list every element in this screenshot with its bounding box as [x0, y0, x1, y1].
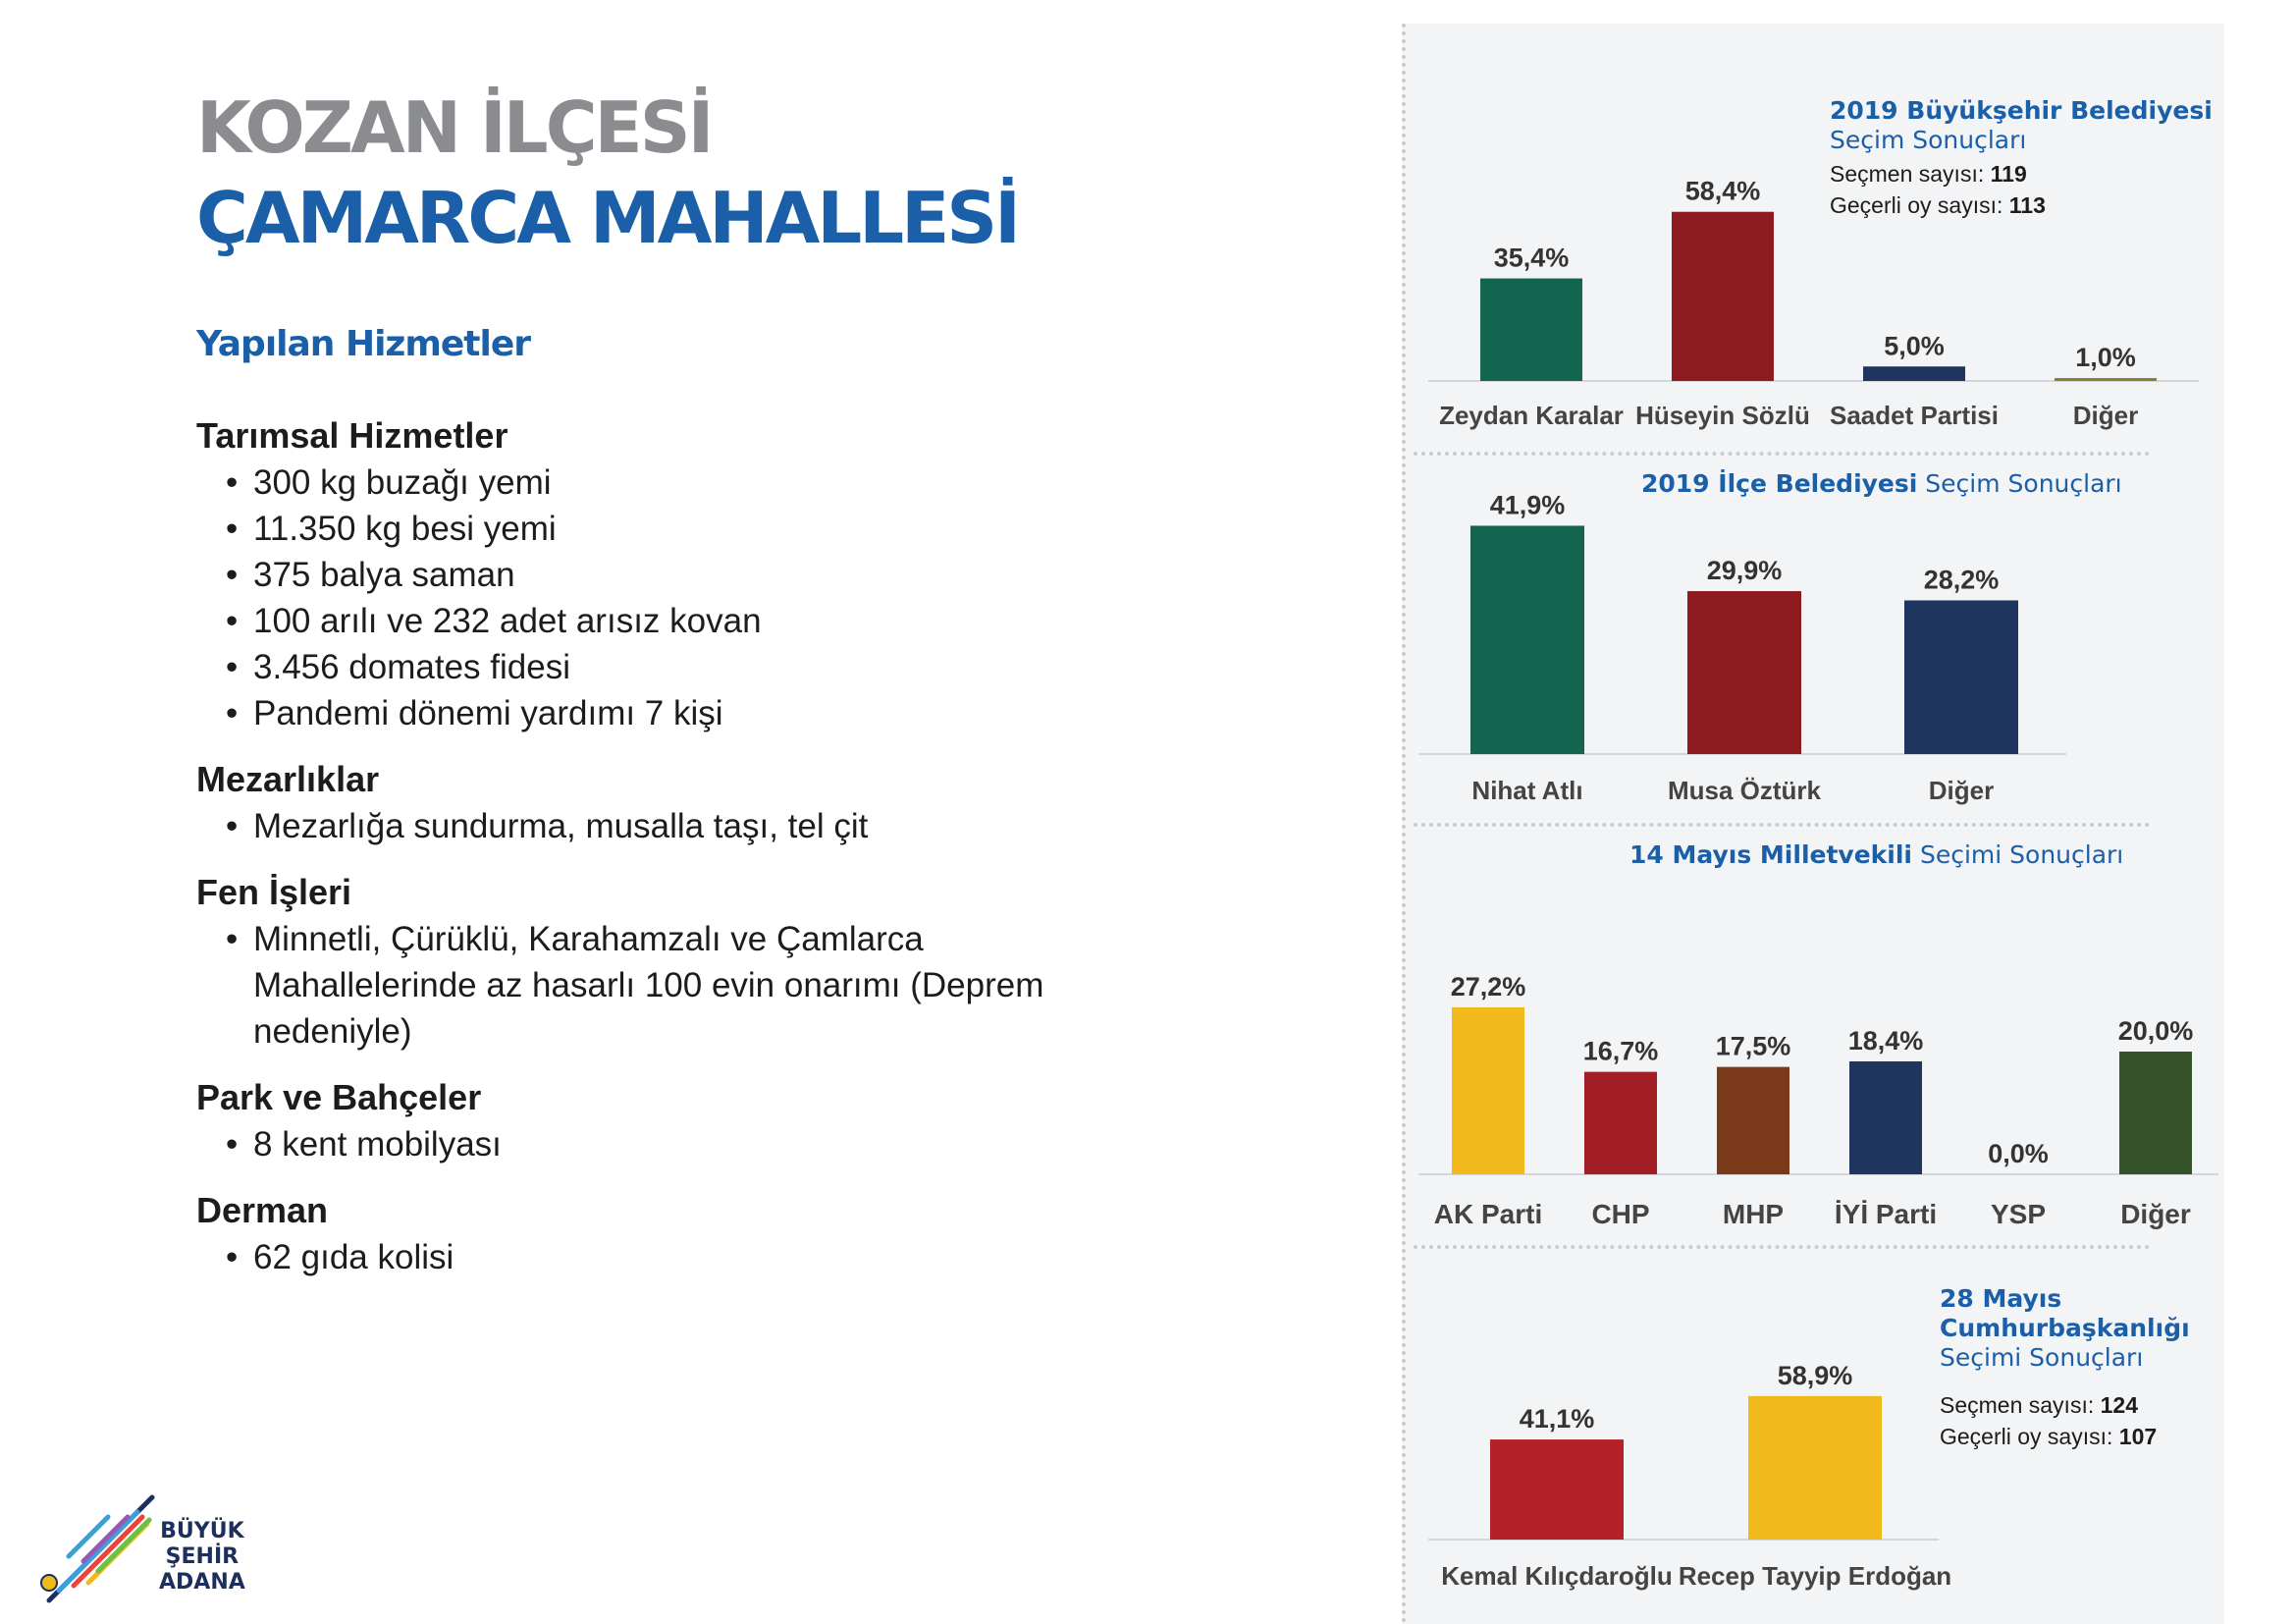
- category-label: Kemal Kılıçdaroğlu: [1441, 1561, 1673, 1591]
- data-label: 16,7%: [1582, 1036, 1659, 1066]
- category-label: Musa Öztürk: [1667, 776, 1822, 805]
- chart-title-district-2019: 2019 İlçe Belediyesi Seçim Sonuçları: [1641, 469, 2122, 498]
- valid-votes-metropolitan: Geçerli oy sayısı: 113: [1830, 192, 2046, 218]
- bar: [1863, 366, 1965, 381]
- section-title: Mezarlıklar: [196, 759, 380, 799]
- logo-line: ADANA: [159, 1570, 245, 1595]
- list-item: • 100 arılı ve 232 adet arısız kovan: [196, 598, 1178, 644]
- category-label: Diğer: [2072, 401, 2139, 430]
- category-label: Recep Tayyip Erdoğan: [1678, 1561, 1952, 1591]
- voter-count-presidential: Seçmen sayısı: 124: [1940, 1392, 2138, 1418]
- bar: [1849, 1061, 1922, 1174]
- voter-count-metropolitan: Seçmen sayısı: 119: [1830, 161, 2027, 187]
- category-label: Saadet Partisi: [1830, 401, 1999, 430]
- list-item: • 11.350 kg besi yemi: [196, 506, 1178, 552]
- logo-line: BÜYÜK: [160, 1519, 244, 1543]
- section-title: Tarımsal Hizmetler: [196, 415, 508, 456]
- data-label: 35,4%: [1493, 243, 1570, 273]
- section-title: Derman: [196, 1190, 329, 1230]
- data-label: 18,4%: [1847, 1026, 1924, 1056]
- category-label: Diğer: [1928, 776, 1995, 805]
- chart-title-parliament-2023: 14 Mayıs Milletvekili Seçimi Sonuçları: [1629, 840, 2124, 869]
- data-label: 58,4%: [1684, 176, 1761, 206]
- category-label: Hüseyin Sözlü: [1635, 401, 1810, 430]
- list-item: • 3.456 domates fidesi: [196, 644, 1178, 690]
- list-item: • 62 gıda kolisi: [196, 1234, 1178, 1280]
- chart-title-metropolitan-2019: 2019 Büyükşehir Belediyesi Seçim Sonuçları: [1830, 96, 2213, 154]
- category-label: MHP: [1722, 1199, 1785, 1229]
- neighborhood-title: ÇAMARCA MAHALLESİ: [196, 177, 1018, 259]
- bar: [1717, 1067, 1789, 1174]
- data-label: 58,9%: [1777, 1360, 1853, 1390]
- bar: [2055, 378, 2157, 381]
- data-label: 1,0%: [2075, 343, 2136, 373]
- chart-title-presidential-2023: 28 Mayıs Cumhurbaşkanlığı Seçimi Sonuçları: [1940, 1284, 2190, 1372]
- bar: [1470, 525, 1584, 754]
- bar: [1672, 212, 1774, 381]
- services-heading: Yapılan Hizmetler: [196, 324, 531, 364]
- data-label: 27,2%: [1450, 972, 1526, 1001]
- list-item: • Pandemi dönemi yardımı 7 kişi: [196, 690, 1178, 736]
- district-title: KOZAN İLÇESİ: [196, 86, 712, 169]
- data-label: 28,2%: [1923, 565, 2000, 595]
- bar: [1584, 1072, 1657, 1174]
- list-item: • 8 kent mobilyası: [196, 1121, 1178, 1167]
- bar: [1480, 279, 1582, 381]
- list-item: • 375 balya saman: [196, 552, 1178, 598]
- bar: [1452, 1007, 1524, 1174]
- category-label: Diğer: [2120, 1199, 2191, 1229]
- valid-votes-presidential: Geçerli oy sayısı: 107: [1940, 1424, 2158, 1449]
- data-label: 41,9%: [1489, 490, 1566, 520]
- bar: [1687, 591, 1801, 754]
- list-item: • 300 kg buzağı yemi: [196, 460, 1178, 506]
- category-label: CHP: [1591, 1199, 1650, 1229]
- section-title: Fen İşleri: [196, 872, 352, 912]
- data-label: 41,1%: [1519, 1404, 1595, 1435]
- data-label: 29,9%: [1706, 556, 1783, 586]
- list-item: • Minnetli, Çürüklü, Karahamzalı ve Çamlarca Mahallelerinde az hasarlı 100 evin onarımı (Deprem nedeniyle): [196, 916, 1078, 1055]
- list-item: • Mezarlığa sundurma, musalla taşı, tel çit: [196, 803, 1178, 849]
- bar: [2119, 1052, 2192, 1174]
- data-label: 20,0%: [2117, 1016, 2194, 1046]
- bar: [1904, 600, 2018, 754]
- category-label: Zeydan Karalar: [1439, 401, 1624, 430]
- category-label: İYİ Parti: [1834, 1199, 1938, 1229]
- bar: [1490, 1439, 1624, 1540]
- data-label: 17,5%: [1715, 1031, 1791, 1061]
- section-title: Park ve Bahçeler: [196, 1077, 482, 1117]
- logo-line: ŞEHİR: [165, 1544, 240, 1569]
- category-label: Nihat Atlı: [1471, 776, 1583, 805]
- category-label: AK Parti: [1433, 1199, 1543, 1229]
- data-label: 0,0%: [1988, 1139, 2049, 1168]
- category-label: YSP: [1990, 1199, 2047, 1229]
- data-label: 5,0%: [1884, 331, 1945, 361]
- bar: [1748, 1396, 1882, 1540]
